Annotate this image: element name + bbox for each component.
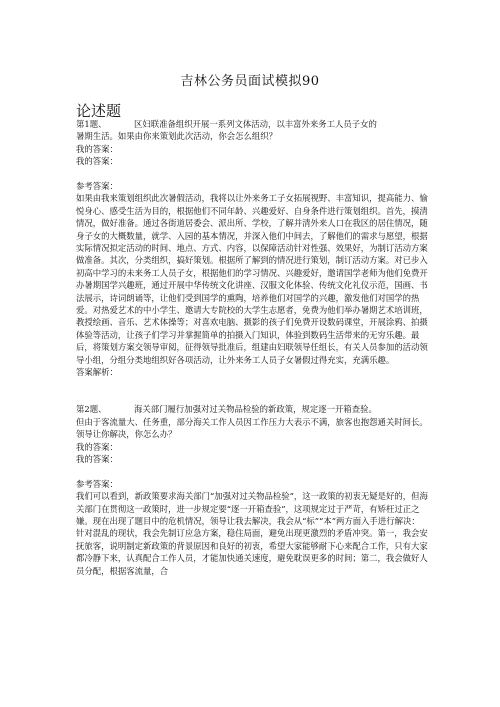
question-1-number: 第1题、 [76,119,107,129]
question-1-prompt-line1: 区妇联准备组织开展一系列文体活动，以丰富外来务工人员子女的 [134,119,377,129]
question-1-my-answer-1: 我的答案： [76,143,118,154]
spacer [76,465,428,477]
document-title: 吉林公务员面试模拟90 [180,74,320,89]
question-1-analysis-label: 答案解析： [76,367,118,378]
spacer [76,391,428,403]
question-2-prompt-line1: 海关部门履行加强对过关物品检验的新政策，规定逐一开箱查验。 [134,404,377,415]
question-2-reference-text: 我们可以看到，新政策要求海关部门“加强对过关物品检验”，这一政策的初衷无疑是好的，但海关部门在贯彻这一政策时，进一步规定要“逐一开箱查验”，这项规定过于严苛，有矫枉过正之嫌。现在出现了题目中的危机情况，领导让我去解决，我会从“标”“本”两方面入手进行解决：针对混乱的现状，我会先制订应急方案，稳住局面，避免出现更激烈的矛盾冲突。第一，我会安抚旅客，说明制定新政策的背景原因和良好的初衷，希望大家能够耐下心来配合工作，只有大家都冷静下来，认真配合工作人员，才能加快通关速度，避免耽误更多的时间；第二，我会做好人员分配，根据客流量，合 [76,491,428,576]
question-2-my-answer-1: 我的答案： [76,441,118,452]
question-2-header [76,403,428,415]
question-1-my-answer-2: 我的答案： [76,156,118,167]
section-heading: 论述题 [76,102,122,120]
question-2-number: 第2题、 [76,404,107,415]
spacer [76,168,428,180]
document-body [76,118,428,577]
spacer [76,379,428,391]
question-1-header [76,118,428,130]
question-2-reference-label: 参考答案： [76,478,118,489]
question-1-reference-text: 如果由我来策划组织此次暑假活动，我将以让外来务工子女拓展视野、丰富知识，提高能力、愉悦身心、感受生活为目的，根据他们不同年龄、兴趣爱好、自身条件进行策划组织。首先，摸清情况，做好准备。通过各街道居委会、派出所、学校，了解并清外来人口在我区的居住情况，随身子女的大概数量，就学、入园的基本情况，并深入他们中间去，了解他们的需求与愿望，根据实际情况拟定活动的时间、地点、方式、内容，以保障活动针对性强、效果好，为制订活动方案做准备。其次，分类组织，搞好策划。根据所了解到的情况进行策划，制订活动方案。对已步入初高中学习的未来务工人员子女，根据他们的学习情况、兴趣爱好，邀请国学老师为他们免费开办暑期国学兴趣班，通过开展中华传统文化讲座、汉服文化体验、传统文化礼仪示范，国画、书法展示，诗词朗诵等，让他们受到国学的熏陶，培养他们对国学的兴趣，激发他们对国学的热爱。对热爱艺术的中小学生、邀请大专院校的大学生志愿者，免费为他们举办暑期艺术培训班，教授绘画、音乐、艺术体操等；对喜欢电脑、摄影的孩子们免费开设数码课堂，开展涂鸦、拍摄体验等活动，让孩子们学习并掌握简单的拍摄入门知识，体验到数码生活带来的无穷乐趣。最后，将策划方案交领导审阅，征得领导批准后，组建由妇联领导任组长，有关人员参加的活动领导小组，分组分类地组织好各项活动，让外来务工人员子女暑假过得充实，充满乐趣。 [76,193,428,365]
question-2-my-answer-2: 我的答案： [76,453,118,464]
question-1-reference-label: 参考答案： [76,181,118,192]
question-2-prompt-line2: 但由于客流量大、任务重，部分海关工作人员因工作压力大表示不满，旅客也抱怨通关时间长。领导让你解决，你怎么办？ [76,416,428,440]
question-1-prompt-line2: 暑期生活。如果由你来策划此次活动，你会怎么组织？ [76,131,277,142]
